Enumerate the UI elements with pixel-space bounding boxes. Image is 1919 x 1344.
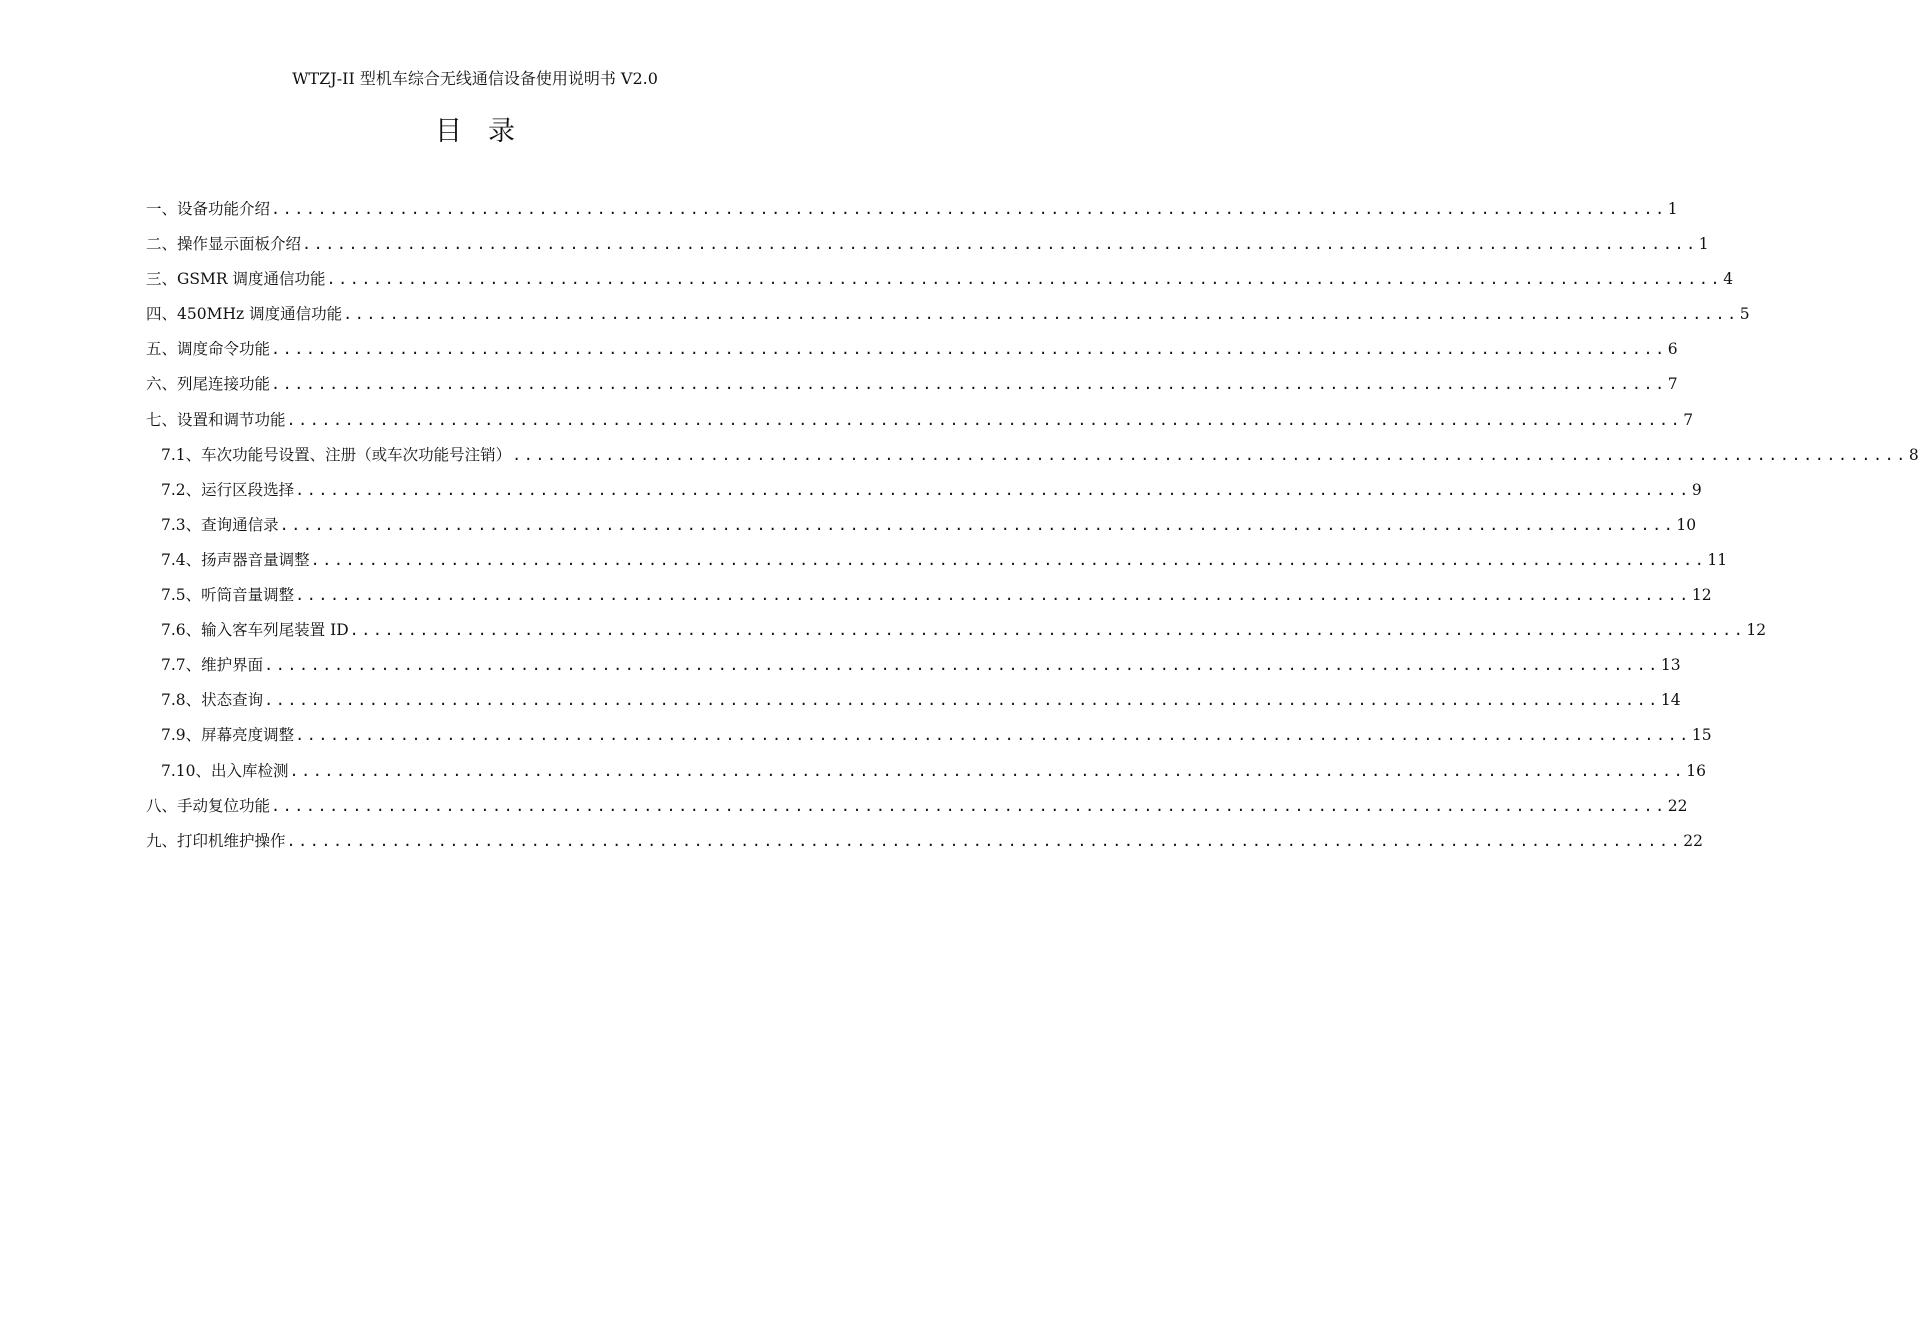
- toc-entry-page-number: 16: [1686, 761, 1706, 780]
- dot-leader: ........................................................................................................................: [349, 621, 1746, 640]
- toc-entry-page-number: 14: [1660, 691, 1681, 710]
- toc-entry[interactable]: [146, 227, 1709, 262]
- toc-entry-title: 7.3、查询通信录: [161, 515, 279, 534]
- toc-entry-title: 7.8、状态查询: [161, 691, 264, 710]
- toc-entry-title: 7.7、维护界面: [161, 656, 264, 675]
- toc-entry-page-number: 1: [1698, 235, 1709, 254]
- dot-leader: ........................................................................................................................: [289, 761, 1686, 780]
- toc-entry[interactable]: [146, 192, 1678, 227]
- toc-entry[interactable]: [146, 754, 1706, 789]
- toc-entry[interactable]: [146, 648, 1681, 683]
- toc-entry-page-number: 4: [1723, 270, 1734, 289]
- toc-entry-page-number: 12: [1746, 621, 1767, 640]
- dot-leader: ........................................................................................................................: [264, 691, 1660, 710]
- toc-entry[interactable]: [146, 403, 1694, 438]
- toc-entry[interactable]: [146, 332, 1678, 367]
- toc-entry-title: 7.4、扬声器音量调整: [161, 550, 310, 569]
- document-header: WTZJ-II 型机车综合无线通信设备使用说明书 V2.0: [292, 69, 658, 88]
- toc-entry-title: 八、手动复位功能: [146, 796, 271, 815]
- dot-leader: ........................................................................................................................: [286, 831, 1683, 850]
- toc-entry-title: 7.2、运行区段选择: [161, 480, 295, 499]
- toc-entry[interactable]: [146, 297, 1750, 332]
- toc-entry-title: 二、操作显示面板介绍: [146, 235, 302, 254]
- toc-entry-title: 7.5、听筒音量调整: [161, 586, 295, 605]
- toc-entry[interactable]: [146, 578, 1712, 613]
- toc-entry-page-number: 15: [1691, 726, 1712, 745]
- dot-leader: ........................................................................................................................: [343, 305, 1739, 324]
- dot-leader: ........................................................................................................................: [302, 235, 1698, 254]
- dot-leader: ........................................................................................................................: [295, 586, 1691, 605]
- toc-entry-title: 7.1、车次功能号设置、注册（或车次功能号注销）: [161, 445, 512, 464]
- dot-leader: ........................................................................................................................: [271, 340, 1667, 359]
- toc-entry-title: 7.6、输入客车列尾装置 ID: [161, 621, 349, 640]
- toc-entry-page-number: 13: [1660, 656, 1681, 675]
- toc-entry-page-number: 10: [1676, 515, 1697, 534]
- toc-entry-page-number: 6: [1667, 340, 1678, 359]
- dot-leader: ........................................................................................................................: [286, 410, 1683, 429]
- toc-entry-title: 五、调度命令功能: [146, 340, 271, 359]
- toc-entry[interactable]: [146, 718, 1712, 753]
- dot-leader: ........................................................................................................................: [271, 375, 1667, 394]
- dot-leader: ........................................................................................................................: [512, 445, 1908, 464]
- dot-leader: ........................................................................................................................: [271, 200, 1667, 218]
- toc-entry-page-number: 8: [1908, 445, 1919, 464]
- toc-entry-page-number: 11: [1707, 550, 1728, 569]
- toc-entry-title: 九、打印机维护操作: [146, 831, 286, 850]
- dot-leader: ........................................................................................................................: [271, 796, 1667, 815]
- toc-entry-page-number: 7: [1667, 375, 1678, 394]
- toc-entry[interactable]: [146, 824, 1703, 859]
- toc-entry[interactable]: [146, 508, 1697, 543]
- dot-leader: ........................................................................................................................: [310, 550, 1707, 569]
- toc-entry-page-number: 12: [1691, 586, 1712, 605]
- toc-entry[interactable]: [146, 789, 1688, 824]
- toc-entry[interactable]: [146, 473, 1702, 508]
- toc-entry[interactable]: [146, 613, 1767, 648]
- toc-entry-title: 四、450MHz 调度通信功能: [146, 305, 343, 324]
- toc-entry-page-number: 22: [1683, 831, 1703, 850]
- toc-entry-page-number: 9: [1691, 480, 1702, 499]
- toc-entry-title: 一、设备功能介绍: [146, 200, 271, 218]
- toc-entry-page-number: 22: [1667, 796, 1688, 815]
- toc-entry-page-number: 7: [1683, 410, 1694, 429]
- toc-entry-title: 七、设置和调节功能: [146, 410, 286, 429]
- toc-entry-page-number: 1: [1667, 200, 1678, 218]
- toc-entry-title: 三、GSMR 调度通信功能: [146, 270, 326, 289]
- toc-entry[interactable]: [146, 262, 1734, 297]
- dot-leader: ........................................................................................................................: [264, 656, 1660, 675]
- toc-entry-title: 六、列尾连接功能: [146, 375, 271, 394]
- dot-leader: ........................................................................................................................: [279, 515, 1676, 534]
- dot-leader: ........................................................................................................................: [295, 480, 1691, 499]
- table-of-contents: [146, 192, 1919, 859]
- toc-title: 目录: [435, 116, 541, 147]
- dot-leader: ........................................................................................................................: [326, 270, 1723, 289]
- dot-leader: ........................................................................................................................: [295, 726, 1691, 745]
- toc-entry-page-number: 5: [1739, 305, 1750, 324]
- toc-entry[interactable]: [146, 543, 1728, 578]
- toc-entry-title: 7.10、出入库检测: [161, 761, 289, 780]
- toc-entry[interactable]: [146, 683, 1681, 718]
- toc-entry[interactable]: [146, 438, 1919, 473]
- toc-entry[interactable]: [146, 367, 1678, 402]
- toc-entry-title: 7.9、屏幕亮度调整: [161, 726, 295, 745]
